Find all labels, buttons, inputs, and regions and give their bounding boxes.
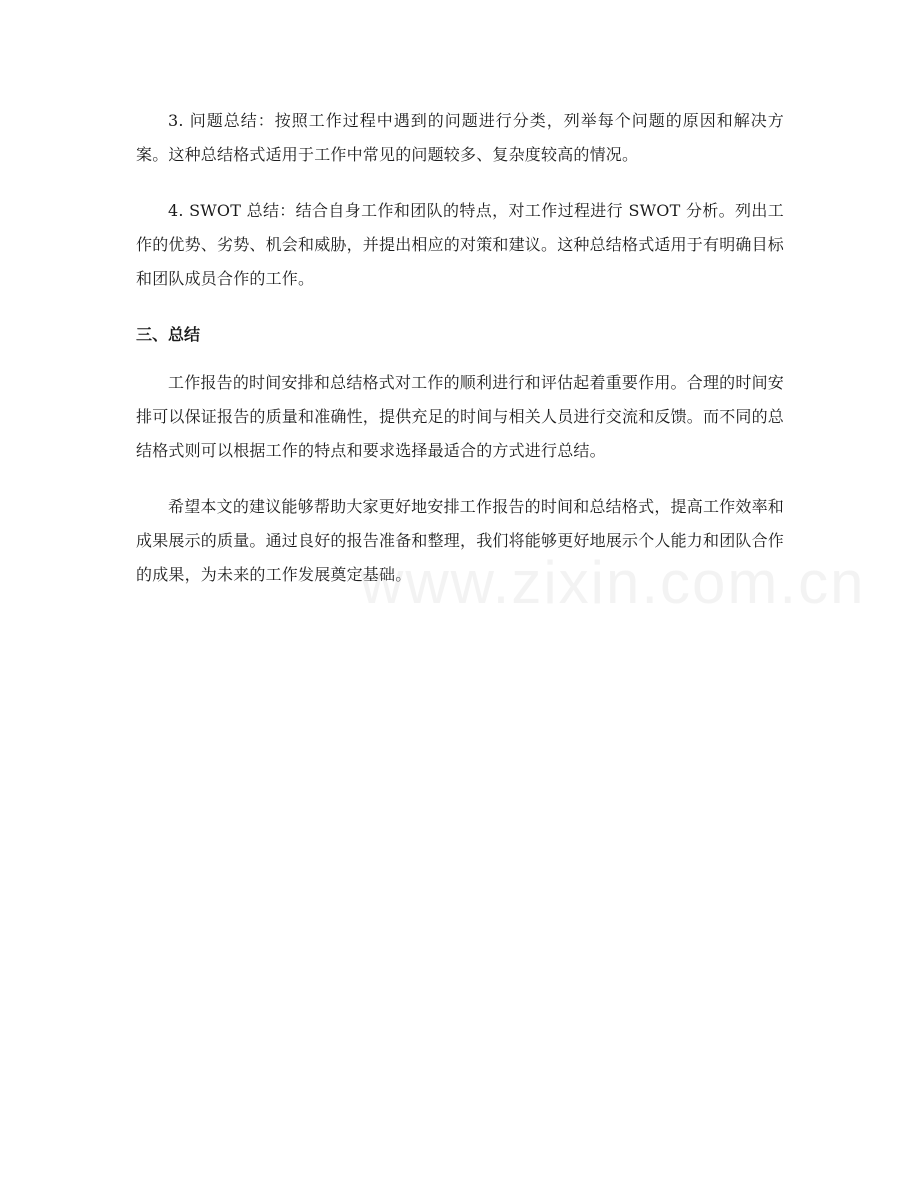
paragraph-conclusion-1: 工作报告的时间安排和总结格式对工作的顺利进行和评估起着重要作用。合理的时间安排可以保证报告的质量和准确性，提供充足的时间与相关人员进行交流和反馈。而不同的总结格式则可以根据工作的特点和要求选择最适合的方式进行总结。	[136, 373, 785, 460]
watermark: www.zixin.com.cn	[360, 549, 866, 616]
paragraph-swot-summary: 4. SWOT 总结：结合自身工作和团队的特点，对工作过程进行 SWOT 分析。列出工作的优势、劣势、机会和威胁，并提出相应的对策和建议。这种总结格式适用于有明确目标和团队成员合作的工作。	[136, 201, 785, 288]
paragraph-conclusion-2: 希望本文的建议能够帮助大家更好地安排工作报告的时间和总结格式，提高工作效率和成果展示的质量。通过良好的报告准备和整理，我们将能够更好地展示个人能力和团队合作的成果，为未来的工作发展奠定基础。	[136, 497, 785, 584]
document-body	[136, 104, 784, 614]
paragraph-problem-summary: 3. 问题总结：按照工作过程中遇到的问题进行分类，列举每个问题的原因和解决方案。这种总结格式适用于工作中常见的问题较多、复杂度较高的情况。	[136, 111, 784, 164]
section-heading-conclusion: 三、总结	[136, 325, 201, 344]
